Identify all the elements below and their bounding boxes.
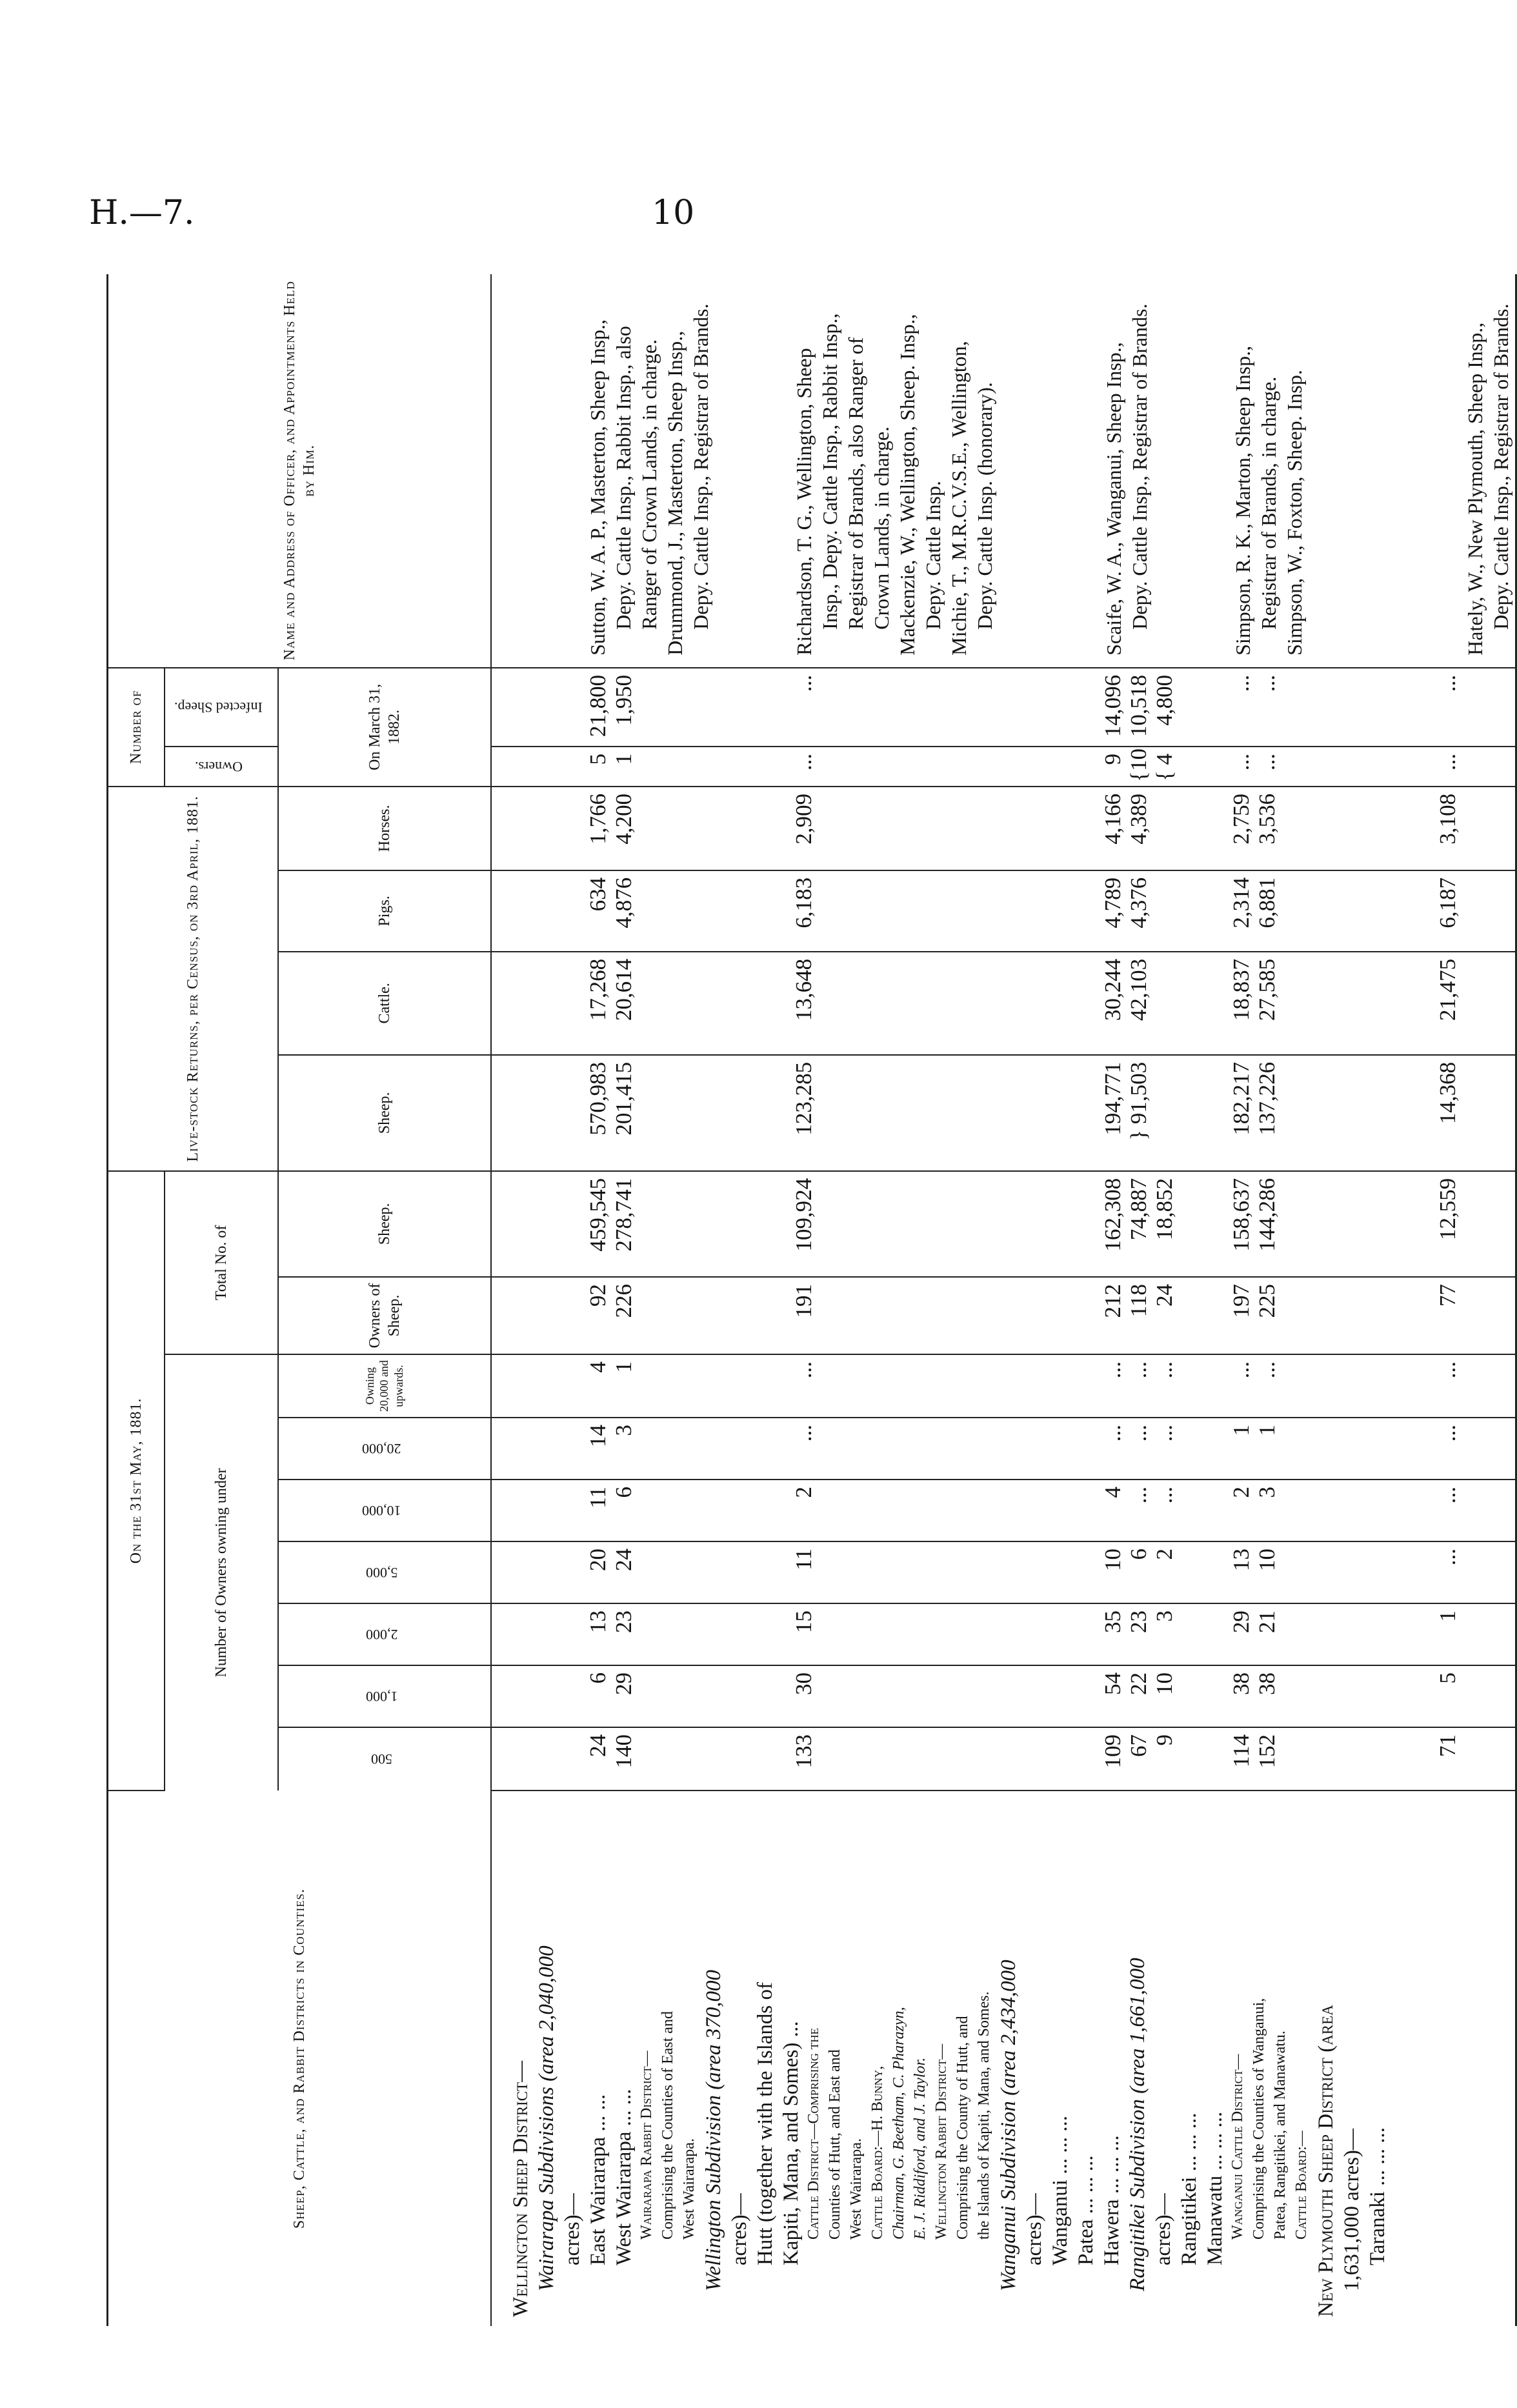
officer-line-17: Depy. Cattle Insp. [921,481,945,630]
officer-line-26 [1154,278,1180,656]
officers-column [491,274,1516,668]
header-c20000-text: 20,000 [362,1440,401,1457]
header-c1000 [278,1665,491,1727]
officer-line-1 [508,278,534,656]
header-number-of: Number of [108,668,165,787]
officer-line-20 [999,278,1025,656]
header-c1000-text: 1,000 [365,1688,398,1705]
officer-line-9 [715,278,741,656]
district-line-29: Rangitikei ... ... ... [1177,2112,1201,2265]
officer-line-21 [1025,278,1050,656]
header-c10000-text: 10,000 [362,1502,401,1519]
officer-line-39: Depy. Cattle Insp., Registrar of Brands. [1489,303,1512,630]
district-line-6: Wairarapa Rabbit District— [638,2051,655,2240]
header-livestock-census: Live-stock Returns, per Census, on 3rd April, 1881. [108,787,278,1171]
district-line-32: Comprising the Counties of Wanganui, [1250,1998,1267,2240]
col-total-sheep: 459,545 278,741 109,924 162,308 74,887 18,852 158,637 144,286 12,559 [491,1171,1516,1277]
officer-line-37 [1438,278,1463,656]
header-ls-sheep: Sheep. [278,1055,491,1171]
officer-line-8: Depy. Cattle Insp., Registrar of Brands. [688,303,712,630]
officer-line-23 [1076,278,1102,656]
district-line-21: the Islands of Kapiti, Mana, and Somes. [975,1991,992,2240]
livestock-table [106,274,1517,2326]
officer-line-28 [1205,278,1231,656]
col-census-sheep: 570,983 201,415 123,285 194,771 } 91,503 182,217 137,226 14,368 [491,1055,1516,1171]
district-line-22: Wanganui Subdivision (area 2,434,000 [996,1960,1020,2291]
col-under-500: 24 140 133 109 67 9 114 152 71 [491,1727,1516,1791]
district-line-13: Cattle District—Comprising the [805,2027,822,2240]
district-line-27: Rangitikei Subdivision (area 1,661,000 [1125,1958,1149,2291]
district-line-26: Hawera ... ... ... [1100,2135,1123,2265]
header-c500-text: 500 [371,1751,392,1768]
header-total: Total No. of [165,1171,278,1354]
header-c20000-upwards: Owning 20,000 and upwards. [278,1354,491,1418]
officer-line-10 [741,278,767,656]
col-under-20000: 14 3 ... ... ... ... 1 1 ... [491,1418,1516,1480]
district-line-20: Comprising the County of Hutt, and [954,2016,971,2240]
district-line-33: Patea, Rangitikei, and Manawatu. [1271,2031,1289,2240]
col-census-horses: 1,766 4,200 2,909 4,166 4,389 2,759 3,536 3,108 [491,787,1516,870]
district-line-28: acres)— [1151,2193,1175,2265]
officer-line-33 [1334,278,1360,656]
header-infected-text: Infected Sheep. [174,699,263,716]
district-line-9: Wellington Subdivision (area 370,000 [701,1969,725,2291]
col-under-5000: 20 24 11 10 6 2 13 10 ... [491,1541,1516,1603]
district-line-7: Comprising the Counties of East and [659,2011,676,2240]
district-line-16: Cattle Board:—H. Bunny, [869,2065,886,2240]
header-owners [165,747,278,787]
header-ls-pigs: Pigs. [278,870,491,952]
district-line-15: West Wairarapa. [847,2138,865,2240]
officer-line-12: Richardson, T. G., Wellington, Sheep [792,348,816,656]
district-line-37: Taranaki ... ... ... [1365,2127,1389,2265]
col-owners-of-sheep: 92 226 191 212 118 24 197 225 77 [491,1277,1516,1354]
district-line-25: Patea ... ... ... [1074,2155,1098,2265]
rotated-table-wrapper [106,274,1512,2326]
district-line-36: 1,631,000 acres)— [1340,2128,1363,2291]
officer-line-19: Depy. Cattle Insp. (honorary). [972,382,996,630]
header-infected [165,668,278,747]
header-c2000-text: 2,000 [365,1626,398,1643]
officer-line-30: Registrar of Brands, in charge. [1256,376,1280,630]
officer-line-31: Simpson, W., Foxton, Sheep. Insp. [1282,370,1306,656]
district-line-14: Counties of Hutt, and East and [826,2049,843,2240]
district-line-4: East Wairarapa ... ... [586,2094,610,2265]
officer-line-35 [1386,278,1412,656]
col-infected-owners: 5 1 ... 9 {10 { 4 ... ... ... [491,747,1516,787]
officer-line-25: Depy. Cattle Insp., Registrar of Brands. [1127,303,1151,630]
header-total-sheep: Sheep. [278,1171,491,1277]
officer-line-29: Simpson, R. K., Marton, Sheep Insp., [1231,345,1254,656]
header-c5000 [278,1541,491,1603]
district-line-19: Wellington Rabbit District— [932,2043,950,2240]
district-line-35: New Plymouth Sheep District (area [1314,2005,1338,2317]
district-line-3: acres)— [560,2193,584,2265]
district-line-11: Hutt (together with the Islands of [753,1982,777,2265]
col-20000-upwards: 4 1 ... ... ... ... ... ... ... [491,1354,1516,1418]
col-under-10000: 11 6 2 4 ... ... 2 3 ... [491,1480,1516,1541]
officer-line-2 [534,278,560,656]
col-census-cattle: 17,268 20,614 13,648 30,244 42,103 18,837 27,585 21,475 [491,952,1516,1055]
district-line-31: Wanganui Cattle District— [1229,2054,1246,2240]
district-line-24: Wanganui ... ... ... [1048,2116,1072,2265]
officer-line-18: Michie, T., M.R.C.V.S.E., Wellington, [947,341,970,656]
district-names [491,1791,1516,2326]
officer-line-38: Hately, W., New Plymouth, Sheep Insp., [1463,322,1487,656]
district-line-8: West Wairarapa. [680,2138,698,2240]
header-c10000 [278,1480,491,1541]
officer-line-16: Mackenzie, W., Wellington, Sheep. Insp., [895,314,919,656]
officer-line-11 [767,278,792,656]
district-line-17: Chairman, G. Beetham, C. Pharazyn, [890,2007,907,2240]
officer-line-14: Registrar of Brands, also Ranger of [843,337,867,630]
header-districts: Sheep, Cattle, and Rabbit Districts in Counties. [108,1791,491,2326]
page-reference: H.—7. [89,194,195,232]
district-line-12: Kapiti, Mana, and Somes) ... [779,2021,803,2265]
officer-line-5: Depy. Cattle Insp., Rabbit Insp., also [611,326,635,630]
district-line-34: Cattle Board:— [1292,2131,1310,2240]
header-c500 [278,1727,491,1791]
header-owning-under: Number of Owners owning under [165,1354,278,1791]
page-number: 10 [652,194,695,232]
header-c2000 [278,1603,491,1665]
officer-line-7: Drummond, J., Masterton, Sheep Insp., [663,330,687,656]
district-line-18: E. J. Riddiford, and J. Taylor. [911,2057,929,2240]
officer-line-4: Sutton, W. A. P., Masterton, Sheep Insp., [585,319,609,656]
header-ls-horses: Horses. [278,787,491,870]
district-line-23: acres)— [1022,2193,1046,2265]
district-line-1: Wellington Sheep District— [508,2060,532,2317]
col-census-pigs: 634 4,876 6,183 4,789 4,376 2,314 6,881 6,187 [491,870,1516,952]
officer-line-32 [1309,278,1334,656]
officer-line-6: Ranger of Crown Lands, in charge. [637,339,661,630]
district-line-2: Wairarapa Subdivisions (area 2,040,000 [534,1945,558,2291]
district-line-5: West Wairarapa ... ... [612,2089,636,2265]
col-infected-sheep: 21,800 1,950 ... 14,096 10,518 4,800 ... ... ... [491,668,1516,747]
officer-line-3 [560,278,586,656]
officer-line-34 [1360,278,1386,656]
district-line-10: acres)— [727,2193,751,2265]
header-owners-of-sheep: Owners of Sheep. [278,1277,491,1354]
header-ls-cattle: Cattle. [278,952,491,1055]
header-owners-text: Owners. [194,758,243,775]
header-march-1882: On March 31, 1882. [278,668,491,787]
officer-line-24: Scaife, W. A., Wanganui, Sheep Insp., [1101,342,1125,656]
officer-line-13: Insp., Depy. Cattle Insp., Rabbit Insp., [818,313,841,630]
header-officer: Name and Address of Officer, and Appointments Held by Him. [108,274,491,668]
officer-line-27 [1180,278,1205,656]
header-c20000 [278,1418,491,1480]
officer-line-22 [1050,278,1076,656]
officer-line-36 [1412,278,1438,656]
header-c5000-text: 5,000 [365,1564,398,1581]
col-under-2000: 13 23 15 35 23 3 29 21 1 [491,1603,1516,1665]
col-under-1000: 6 29 30 54 22 10 38 38 5 [491,1665,1516,1727]
officer-line-15: Crown Lands, in charge. [869,426,893,630]
district-line-30: Manawatu ... ... ... [1203,2111,1227,2265]
header-may-1881: On the 31st May, 1881. [108,1171,165,1791]
